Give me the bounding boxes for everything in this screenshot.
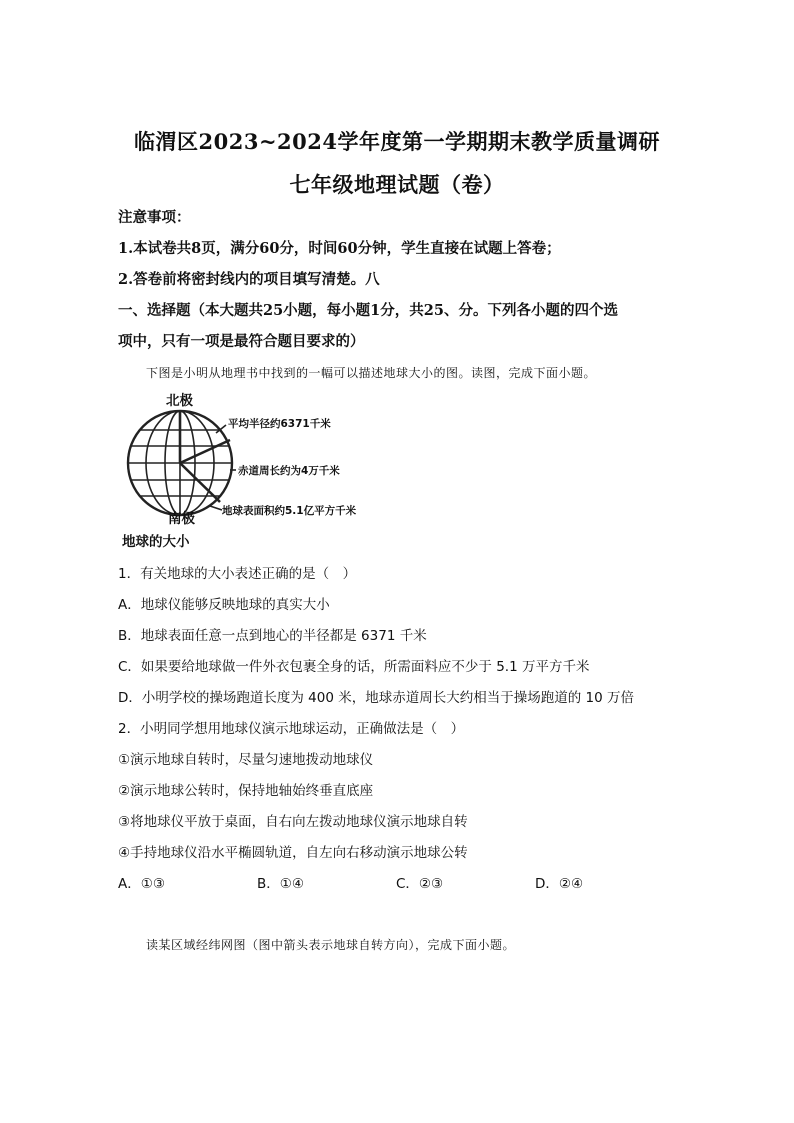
- q2-option-a: A．①③: [118, 876, 165, 892]
- figure-caption: 地球的大小: [122, 534, 190, 550]
- q2-option-c: C．②③: [396, 876, 444, 892]
- equator-label: 赤道周长约为4万千米: [238, 465, 340, 477]
- q1-option-a: A．地球仪能够反映地球的真实大小: [118, 597, 330, 613]
- radius-label: 平均半径约6371千米: [228, 418, 331, 430]
- map-intro: 读某区域经纬网图（图中箭头表示地球自转方向），完成下面小题。: [146, 938, 516, 952]
- notes-item-2: 2.答卷前将密封线内的项目填写清楚。八: [118, 271, 380, 288]
- q2-statement-4: ④手持地球仪沿水平椭圆轨道，自左向右移动演示地球公转: [118, 845, 468, 861]
- q1-option-c: C．如果要给地球做一件外衣包裹全身的话，所需面料应不少于 5.1 万平方千米: [118, 659, 590, 675]
- q2-statement-1: ①演示地球自转时，尽量匀速地拨动地球仪: [118, 752, 374, 768]
- north-pole-label: 北极: [166, 393, 193, 409]
- south-pole-label: 南极: [168, 511, 195, 527]
- q1-option-b: B．地球表面任意一点到地心的半径都是 6371 千米: [118, 628, 427, 644]
- q1-stem: 1．有关地球的大小表述正确的是（ ）: [118, 566, 357, 582]
- notes-item-1: 1.本试卷共8页，满分60分，时间60分钟，学生直接在试题上答卷；: [118, 240, 561, 257]
- surface-area-label: 地球表面积约5.1亿平方千米: [222, 505, 357, 517]
- earth-size-figure: [118, 388, 368, 553]
- q2-stem: 2．小明同学想用地球仪演示地球运动，正确做法是（ ）: [118, 721, 465, 737]
- notes-heading: 注意事项：: [118, 209, 191, 226]
- section-heading-line-2: 项中，只有一项是最符合题目要求的）: [118, 333, 365, 350]
- q2-statement-2: ②演示地球公转时，保持地轴始终垂直底座: [118, 783, 374, 799]
- q1-option-d: D．小明学校的操场跑道长度为 400 米，地球赤道周长大约相当于操场跑道的 10 万倍: [118, 690, 635, 706]
- figure-intro: 下图是小明从地理书中找到的一幅可以描述地球大小的图。读图，完成下面小题。: [146, 366, 597, 380]
- q2-statement-3: ③将地球仪平放于桌面，自右向左拨动地球仪演示地球自转: [118, 814, 468, 830]
- exam-title: 临渭区2023~2024学年度第一学期期末教学质量调研: [134, 129, 660, 154]
- q2-option-d: D．②④: [535, 876, 584, 892]
- section-heading-line-1: 一、选择题（本大题共25小题，每小题1分，共25、分。下列各小题的四个选: [118, 302, 618, 319]
- exam-subtitle: 七年级地理试题（卷）: [289, 172, 505, 197]
- q2-option-b: B．①④: [257, 876, 304, 892]
